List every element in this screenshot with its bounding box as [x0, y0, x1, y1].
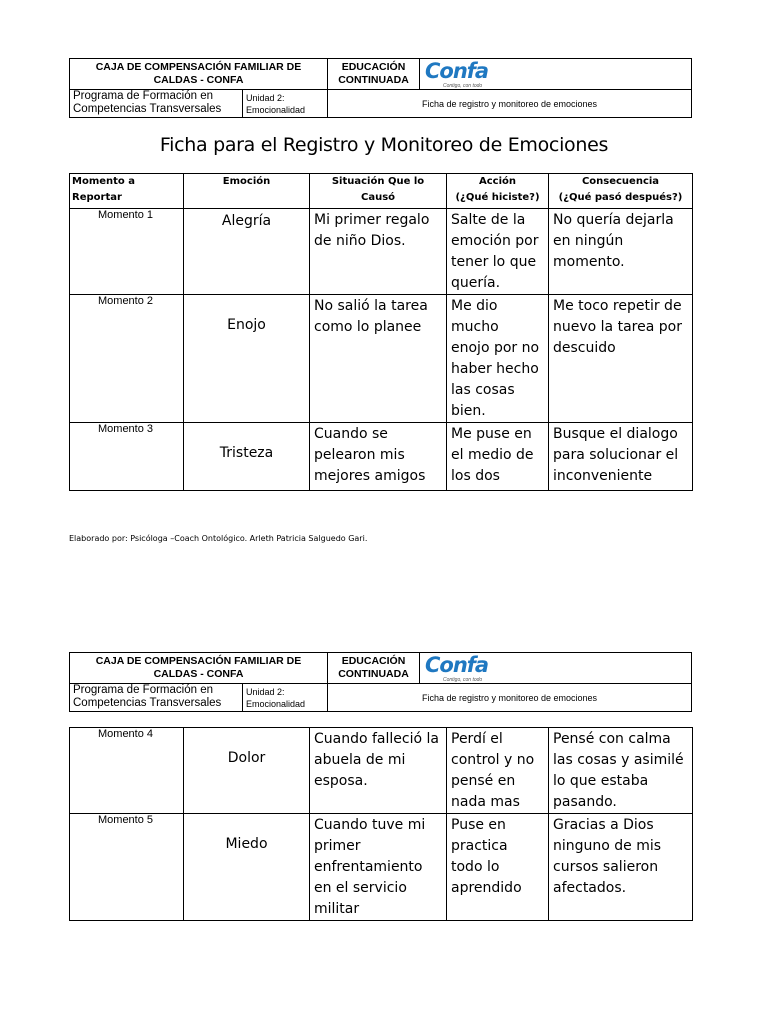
- header-accion: [447, 174, 549, 209]
- program-name: [70, 90, 242, 117]
- text-line: Cuando falleció la: [314, 731, 439, 747]
- text-line: Gracias a Dios: [553, 817, 654, 833]
- header-emocion: [184, 174, 310, 209]
- text-line: en el servicio: [314, 880, 407, 896]
- header-consecuencia-line-2: (¿Qué pasó después?): [558, 192, 683, 203]
- text-line: pelearon mis: [314, 447, 405, 463]
- edu-line-2: CONTINUADA: [338, 74, 409, 86]
- unit-line-2: Emocionalidad: [246, 105, 306, 115]
- momento-label: Momento 3: [70, 423, 184, 491]
- header-accion-line-1: Acción: [478, 176, 516, 187]
- text-line: Puse en: [451, 817, 506, 833]
- program-cell: [70, 684, 328, 712]
- emocion-cell: Miedo: [184, 814, 310, 921]
- momento-label: Momento 2: [70, 295, 184, 423]
- text-line: Me dio: [451, 298, 498, 314]
- text-line: de niño Dios.: [314, 233, 406, 249]
- emocion-cell: Dolor: [184, 728, 310, 814]
- confa-logo: [423, 653, 688, 683]
- author-footer: Elaborado por: Psicóloga –Coach Ontológico. Arleth Patricia Salguedo Gari.: [69, 534, 368, 543]
- education-label: [328, 653, 420, 684]
- page-title: Ficha para el Registro y Monitoreo de Emociones: [159, 134, 609, 156]
- header-situacion-line-1: Situación Que lo: [331, 176, 425, 187]
- header-momento-line-2: Reportar: [72, 192, 122, 203]
- text-line: descuido: [553, 340, 616, 356]
- consecuencia-cell: [549, 423, 693, 491]
- program-line-1: Programa de Formación en: [73, 90, 213, 102]
- text-line: Busque el dialogo: [553, 426, 678, 442]
- emotions-table-page1: [69, 173, 693, 491]
- text-line: mucho: [451, 319, 499, 335]
- edu-line-1: EDUCACIÓN: [341, 655, 406, 667]
- accion-cell: [447, 814, 549, 921]
- edu-line-2: CONTINUADA: [338, 668, 409, 680]
- text-line: emoción por: [451, 233, 539, 249]
- text-line: Cuando se: [314, 426, 388, 442]
- header-accion-line-2: (¿Qué hiciste?): [455, 192, 540, 203]
- text-line: nada mas: [451, 794, 520, 810]
- program-name: [70, 684, 242, 711]
- momento-label: Momento 4: [70, 728, 184, 814]
- organization-name: [70, 653, 328, 684]
- text-line: bien.: [451, 403, 486, 419]
- text-line: todo lo: [451, 859, 500, 875]
- text-line: el medio de: [451, 447, 534, 463]
- header-situacion: [310, 174, 447, 209]
- text-line: pasando.: [553, 794, 617, 810]
- consecuencia-cell: [549, 209, 693, 295]
- text-line: Me toco repetir de: [553, 298, 682, 314]
- momento-label: Momento 1: [70, 209, 184, 295]
- consecuencia-cell: [549, 814, 693, 921]
- text-line: afectados.: [553, 880, 627, 896]
- unit-label: [242, 90, 327, 117]
- table-row: [70, 295, 693, 423]
- program-cell: [70, 90, 328, 118]
- unit-label: [242, 684, 327, 711]
- logo-wordmark: Confa: [425, 59, 489, 83]
- table-row: [70, 728, 693, 814]
- accion-cell: [447, 209, 549, 295]
- momento-label: Momento 5: [70, 814, 184, 921]
- logo-cell: [420, 59, 692, 90]
- situacion-cell: [310, 728, 447, 814]
- text-line: las cosas y asimilé: [553, 752, 684, 768]
- org-line-2: CALDAS - CONFA: [153, 668, 244, 680]
- text-line: aprendido: [451, 880, 522, 896]
- unit-line-1: Unidad 2:: [246, 93, 285, 103]
- program-line-2: Competencias Transversales: [73, 103, 222, 115]
- text-line: las cosas: [451, 382, 515, 398]
- situacion-cell: [310, 209, 447, 295]
- table-row: [70, 423, 693, 491]
- text-line: Me puse en: [451, 426, 532, 442]
- logo-wordmark: Confa: [425, 653, 489, 677]
- text-line: en ningún: [553, 233, 624, 249]
- text-line: Salte de la: [451, 212, 526, 228]
- situacion-cell: [310, 295, 447, 423]
- unit-line-1: Unidad 2:: [246, 687, 285, 697]
- text-line: ninguno de mis: [553, 838, 662, 854]
- table-header-row: [70, 174, 693, 209]
- accion-cell: [447, 423, 549, 491]
- edu-line-1: EDUCACIÓN: [341, 61, 406, 73]
- header-emocion-label: Emoción: [222, 176, 271, 187]
- situacion-cell: [310, 814, 447, 921]
- organization-name: [70, 59, 328, 90]
- text-line: Cuando tuve mi: [314, 817, 426, 833]
- text-line: mejores amigos: [314, 468, 426, 484]
- unit-line-2: Emocionalidad: [246, 699, 306, 709]
- text-line: enojo por no: [451, 340, 540, 356]
- consecuencia-cell: [549, 295, 693, 423]
- text-line: cursos salieron: [553, 859, 659, 875]
- logo-tagline: Contigo, con todo: [443, 83, 483, 89]
- org-line-1: CAJA DE COMPENSACIÓN FAMILIAR DE: [95, 655, 302, 667]
- header-momento-line-1: Momento a: [72, 176, 136, 187]
- accion-cell: [447, 295, 549, 423]
- confa-logo: [423, 59, 688, 89]
- text-line: momento.: [553, 254, 625, 270]
- text-line: pensé en: [451, 773, 516, 789]
- text-line: tener lo que: [451, 254, 537, 270]
- text-line: No quería dejarla: [553, 212, 674, 228]
- text-line: abuela de mi: [314, 752, 406, 768]
- consecuencia-cell: [549, 728, 693, 814]
- org-line-1: CAJA DE COMPENSACIÓN FAMILIAR DE: [95, 61, 302, 73]
- text-line: practica: [451, 838, 508, 854]
- header-momento: [70, 174, 184, 209]
- text-line: como lo planee: [314, 319, 422, 335]
- text-line: Pensé con calma: [553, 731, 671, 747]
- table-row: [70, 814, 693, 921]
- text-line: para solucionar el: [553, 447, 679, 463]
- text-line: No salió la tarea: [314, 298, 428, 314]
- text-line: Mi primer regalo: [314, 212, 430, 228]
- header-consecuencia-line-1: Consecuencia: [581, 176, 660, 187]
- text-line: primer: [314, 838, 361, 854]
- emocion-cell: Tristeza: [184, 423, 310, 491]
- text-line: control y no: [451, 752, 535, 768]
- text-line: enfrentamiento: [314, 859, 423, 875]
- text-line: los dos: [451, 468, 500, 484]
- text-line: haber hecho: [451, 361, 539, 377]
- text-line: quería.: [451, 275, 501, 291]
- table-row: [70, 209, 693, 295]
- logo-cell: [420, 653, 692, 684]
- program-line-2: Competencias Transversales: [73, 697, 222, 709]
- text-line: militar: [314, 901, 360, 917]
- header-table-page2: [69, 652, 692, 712]
- accion-cell: [447, 728, 549, 814]
- text-line: nuevo la tarea por: [553, 319, 682, 335]
- ficha-title: Ficha de registro y monitoreo de emociones: [328, 684, 692, 712]
- logo-tagline: Contigo, con todo: [443, 677, 483, 683]
- emocion-cell: Alegría: [184, 209, 310, 295]
- text-line: inconveniente: [553, 468, 653, 484]
- text-line: lo que estaba: [553, 773, 649, 789]
- header-situacion-line-2: Causó: [360, 192, 396, 203]
- emocion-cell: Enojo: [184, 295, 310, 423]
- header-consecuencia: [549, 174, 693, 209]
- emotions-table-page2: [69, 727, 693, 921]
- text-line: esposa.: [314, 773, 368, 789]
- org-line-2: CALDAS - CONFA: [153, 74, 244, 86]
- program-line-1: Programa de Formación en: [73, 684, 213, 696]
- situacion-cell: [310, 423, 447, 491]
- education-label: [328, 59, 420, 90]
- text-line: Perdí el: [451, 731, 503, 747]
- ficha-title: Ficha de registro y monitoreo de emociones: [328, 90, 692, 118]
- header-table-page1: [69, 58, 692, 118]
